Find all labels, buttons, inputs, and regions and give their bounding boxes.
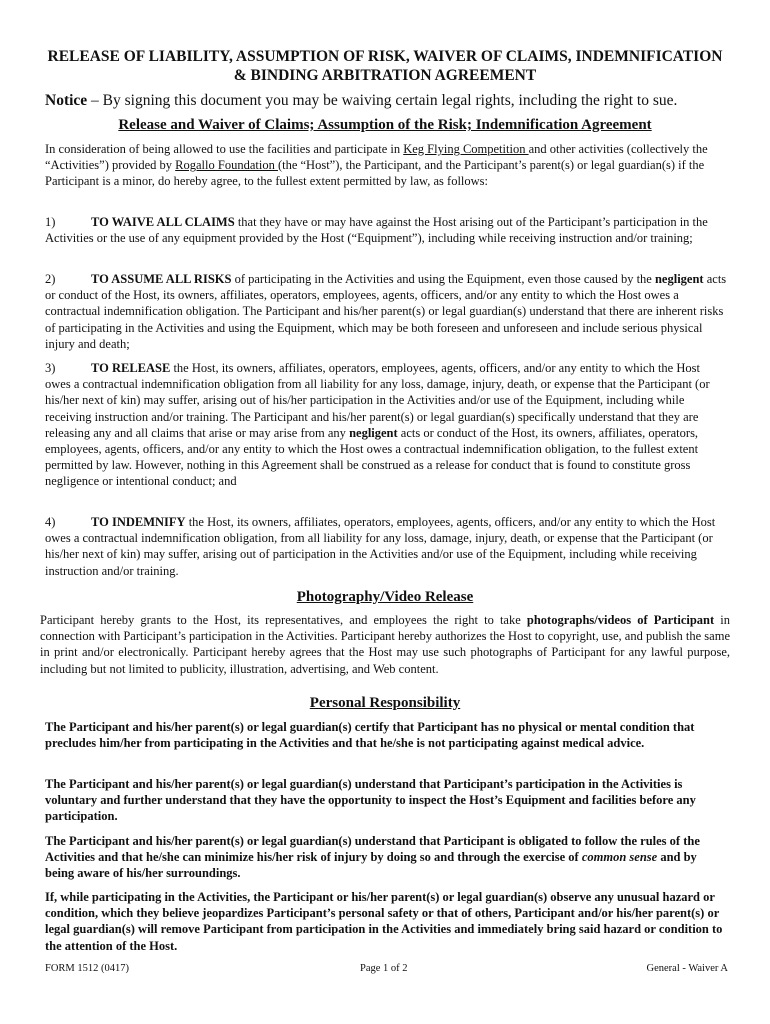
notice-text: – By signing this document you may be waiving certain legal rights, including the right to sue.: [87, 92, 678, 109]
clause-number: 3): [45, 361, 56, 375]
clause-text: the Host, its owners, affiliates, operators, employees, agents, officers, and/or any entity to which the Host owes a contractual indemnification obligation, from all liability for any loss, damage, injury, death, or expense that the Participant (or his/her next of kin) may suffer, arising out of participation in the Activities and/or use of the Equipment, including while receiving instruction and/or training.: [45, 515, 716, 578]
responsibility-paragraph-1: The Participant and his/her parent(s) or legal guardian(s) certify that Participant has no physical or mental condition that precludes him/her from participating in the Activities and that he/she is not participating against medical advice.: [45, 720, 695, 751]
clause-1: [45, 214, 727, 246]
responsibility-paragraph-3: [45, 833, 727, 882]
clause-number: 1): [45, 215, 56, 229]
intro-part-3: (the “Host”), the Participant, and the Participant’s parent(s) or legal guardian(s) if the Participant is a minor, do hereby agree, to the fullest extent permitted by law, as follows:: [45, 158, 705, 189]
document-title-line-1: RELEASE OF LIABILITY, ASSUMPTION OF RISK, WAIVER OF CLAIMS, INDEMNIFICATION: [47, 48, 723, 65]
clause-bold-word: negligent: [654, 272, 704, 286]
clause-text-a: the Host, its owners, affiliates, operators, employees, agents, officers, and/or any entity to which the Host owes a contractual indemnification obligation from all liability for any loss, damage, injury, death, or expense that the Participant (or his/her next of kin) may suffer, arising out of his/her participation in the Activities and/or use of the Equipment, including while receiving instruction and/or training. The Participant and his/her parent(s) or legal guardian(s) specifically understand that they are releasing any and all claims that arise or may arise from any: [45, 361, 710, 440]
clause-text-b: acts or conduct of the Host, its owners, affiliates, operators, employees, agents, officers, and/or any entity to which the Host owes a contractual indemnification obligation. The Participant and his/her parent(s) or legal guardian(s) understand that there are inherent risks of participating in the Activities and using the Equipment, which may be both foreseen and unforeseen and include serious physical injury and death;: [45, 272, 727, 351]
responsibility-paragraph-2: The Participant and his/her parent(s) or legal guardian(s) understand that Participant’s participation in the Activities is voluntary and further understand that they have the opportunity to inspect the Host’s Equipment and facilities before any participation.: [45, 777, 696, 824]
notice-label: Notice: [45, 92, 88, 109]
footer-page-number: Page 1 of 2: [360, 963, 408, 974]
personal-responsibility-heading: Personal Responsibility: [309, 695, 461, 711]
responsibility-3-italic: common sense: [581, 850, 658, 865]
clause-number: 2): [45, 272, 56, 286]
photo-release-paragraph: [40, 612, 730, 677]
clause-4: [45, 514, 727, 579]
photo-release-heading: Photography/Video Release: [296, 589, 474, 605]
intro-part-2: and other activities (collectively the “Activities”) provided by: [45, 142, 708, 173]
clause-text-b: acts or conduct of the Host, its owners, affiliates, operators, employees, agents, officers, and/or any entity to which the Host owes a contractual indemnification obligation, to the fullest extent permitted by law. However, nothing in this Agreement shall be construed as a release for conduct that is found to constitute gross negligence or intentional conduct; and: [45, 425, 699, 489]
clause-number: 4): [45, 515, 56, 529]
intro-part-1: In consideration of being allowed to use the facilities and participate in: [45, 142, 404, 156]
responsibility-3-b: and by being aware of his/her surroundings.: [45, 850, 697, 881]
host-name-field: Rogallo Foundation: [175, 158, 278, 173]
event-name-field: Keg Flying Competition: [403, 142, 529, 156]
responsibility-3-a: The Participant and his/her parent(s) or legal guardian(s) understand that Participant is obligated to follow the rules of the Activities and that he/she can minimize his/her risk of injury by doing so and through the exercise of: [45, 834, 700, 865]
responsibility-paragraph-4: If, while participating in the Activities, the Participant or his/her parent(s) or legal guardian(s) observe any unusual hazard or condition, which they believe jeopardizes Participant’s personal safety or that of others, Participant and/or his/her parent(s) or legal guardian(s) will remove Participant from participation in the Activities and immediately bring said hazard or condition to the attention of the Host.: [45, 890, 723, 953]
clause-bold-word: negligent: [349, 425, 398, 440]
photo-part-2: in connection with Participant’s participation in the Activities. Participant hereby authorizes the Host to copyright, use, and publish the same in print and/or electronically. Participant hereby agrees that the Host may use such photographs of Participant for any lawful purpose, including but not limited to publicity, illustration, advertising, and Web content.: [40, 613, 730, 676]
clause-lead: TO ASSUME ALL RISKS: [91, 272, 232, 286]
clause-3: [45, 360, 727, 490]
photo-part-1: Participant hereby grants to the Host, its representatives, and employees the right to take: [40, 613, 527, 627]
clause-2: [45, 271, 727, 352]
footer-waiver-label: General - Waiver A: [646, 963, 728, 974]
footer-form-number: FORM 1512 (0417): [45, 963, 130, 974]
document-title-line-2: & BINDING ARBITRATION AGREEMENT: [233, 67, 537, 84]
clause-lead: TO INDEMNIFY: [91, 515, 186, 529]
clause-lead: TO WAIVE ALL CLAIMS: [91, 215, 235, 229]
intro-paragraph: [45, 141, 727, 190]
notice-line: [45, 91, 677, 110]
clause-text: that they have or may have against the Host arising out of the Participant’s participation in the Activities or the use of any equipment provided by the Host (“Equipment”), including while receiving instruction and/or training;: [45, 215, 708, 246]
release-waiver-heading: Release and Waiver of Claims; Assumption of the Risk; Indemnification Agreement: [118, 117, 652, 133]
clause-text-a: of participating in the Activities and using the Equipment, even those caused by the: [231, 272, 655, 286]
clause-lead: TO RELEASE: [91, 361, 171, 375]
photo-bold: photographs/videos of Participant: [526, 613, 715, 627]
